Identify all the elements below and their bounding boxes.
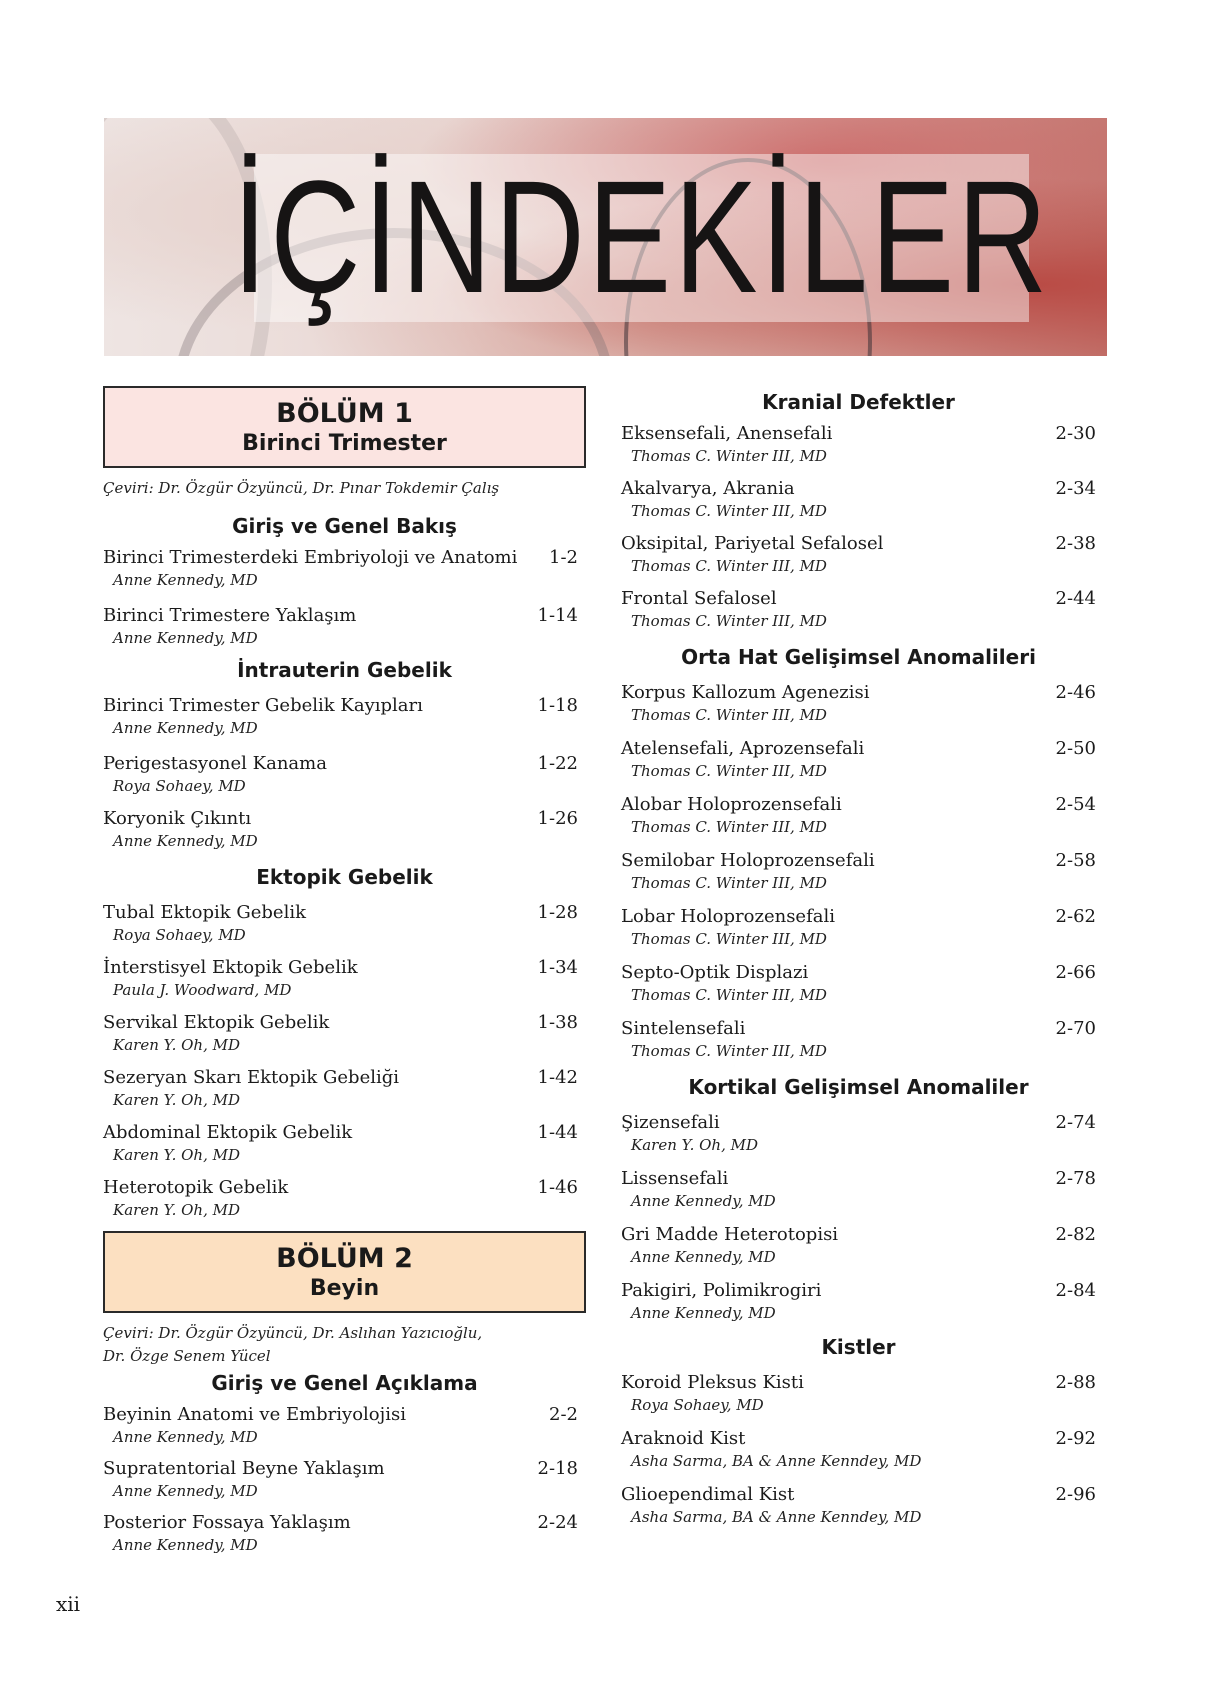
entry-author: Paula J. Woodward, MD (113, 981, 292, 999)
entry-page: 1-46 (537, 1177, 578, 1198)
entry-title[interactable]: Akalvarya, Akrania (621, 478, 795, 499)
toc-entry[interactable] (103, 1457, 586, 1501)
entry-page: 1-18 (537, 695, 578, 716)
entry-author: Karen Y. Oh, MD (113, 1091, 241, 1109)
toc-right-column (621, 386, 1096, 1527)
translators: Çeviri: Dr. Özgür Özyüncü, Dr. Pınar Tokdemir Çalış (103, 479, 500, 497)
entry-author: Anne Kennedy, MD (631, 1192, 776, 1210)
toc-entry[interactable] (103, 1403, 586, 1447)
entry-title[interactable]: Atelensefali, Aprozensefali (621, 738, 865, 759)
toc-entry[interactable] (621, 1111, 1096, 1155)
entry-title[interactable]: Araknoid Kist (621, 1428, 746, 1449)
entry-author: Anne Kennedy, MD (631, 1248, 776, 1266)
entry-title[interactable]: İnterstisyel Ektopik Gebelik (103, 957, 358, 978)
toc-entry[interactable] (621, 1371, 1096, 1415)
entry-page: 1-38 (537, 1012, 578, 1033)
entry-page: 2-84 (1055, 1280, 1096, 1301)
entry-title[interactable]: Sintelensefali (621, 1018, 746, 1039)
entry-page: 2-70 (1055, 1018, 1096, 1039)
entry-page: 1-42 (537, 1067, 578, 1088)
toc-entry[interactable] (621, 1167, 1096, 1211)
entry-title[interactable]: Birinci Trimester Gebelik Kayıpları (103, 695, 423, 716)
toc-entry[interactable] (103, 1176, 586, 1220)
entry-author: Anne Kennedy, MD (113, 1536, 258, 1554)
entry-page: 1-14 (537, 605, 578, 626)
toc-entry[interactable] (621, 793, 1096, 837)
group-heading: Kranial Defektler (762, 390, 955, 414)
toc-entry[interactable] (103, 1011, 586, 1055)
entry-page: 1-28 (537, 902, 578, 923)
entry-page: 2-92 (1055, 1428, 1096, 1449)
entry-author: Anne Kennedy, MD (631, 1304, 776, 1322)
entry-page: 2-96 (1055, 1484, 1096, 1505)
entry-author: Anne Kennedy, MD (113, 1482, 258, 1500)
entry-title[interactable]: Eksensefali, Anensefali (621, 423, 833, 444)
entry-page: 2-24 (537, 1512, 578, 1533)
entry-title[interactable]: Semilobar Holoprozensefali (621, 850, 875, 871)
entry-page: 1-26 (537, 808, 578, 829)
toc-entry[interactable] (621, 681, 1096, 725)
entry-page: 2-38 (1055, 533, 1096, 554)
entry-title[interactable]: Supratentorial Beyne Yaklaşım (103, 1458, 385, 1479)
toc-entry[interactable] (621, 849, 1096, 893)
entry-title[interactable]: Sezeryan Skarı Ektopik Gebeliği (103, 1067, 400, 1088)
entry-page: 2-78 (1055, 1168, 1096, 1189)
entry-page: 2-82 (1055, 1224, 1096, 1245)
entry-title[interactable]: Glioependimal Kist (621, 1484, 795, 1505)
toc-entry[interactable] (103, 1121, 586, 1165)
entry-title[interactable]: Perigestasyonel Kanama (103, 753, 327, 774)
toc-entry[interactable] (621, 1223, 1096, 1267)
entry-page: 1-2 (549, 547, 578, 568)
entry-author: Thomas C. Winter III, MD (631, 818, 827, 836)
entry-title[interactable]: Şizensefali (621, 1112, 720, 1133)
page-title: İÇİNDEKİLER (232, 147, 1051, 326)
entry-author: Thomas C. Winter III, MD (631, 930, 827, 948)
entry-title[interactable]: Korpus Kallozum Agenezisi (621, 682, 870, 703)
section-number: BÖLÜM 2 (276, 1243, 413, 1274)
entry-page: 2-54 (1055, 794, 1096, 815)
toc-entry[interactable] (621, 905, 1096, 949)
entry-author: Anne Kennedy, MD (113, 571, 258, 589)
entry-author: Anne Kennedy, MD (113, 832, 258, 850)
group-heading: Giriş ve Genel Bakış (232, 514, 457, 538)
entry-page: 2-46 (1055, 682, 1096, 703)
group-heading: Giriş ve Genel Açıklama (211, 1371, 478, 1395)
entry-author: Thomas C. Winter III, MD (631, 1042, 827, 1060)
entry-author: Anne Kennedy, MD (113, 719, 258, 737)
entry-title[interactable]: Alobar Holoprozensefali (621, 794, 842, 815)
entry-author: Anne Kennedy, MD (113, 629, 258, 647)
entry-author: Karen Y. Oh, MD (631, 1136, 759, 1154)
group-heading: Orta Hat Gelişimsel Anomalileri (681, 645, 1036, 669)
group-heading: Ektopik Gebelik (256, 865, 433, 889)
title-banner (104, 118, 1107, 356)
entry-author: Roya Sohaey, MD (113, 777, 246, 795)
toc-entry[interactable] (103, 694, 586, 738)
entry-author: Anne Kennedy, MD (113, 1428, 258, 1446)
group-heading: İntrauterin Gebelik (237, 658, 452, 682)
entry-title[interactable]: Abdominal Ektopik Gebelik (103, 1122, 353, 1143)
section-name: Birinci Trimester (242, 431, 447, 456)
entry-title[interactable]: Posterior Fossaya Yaklaşım (103, 1512, 351, 1533)
entry-title[interactable]: Septo-Optik Displazi (621, 962, 809, 983)
entry-title[interactable]: Koryonik Çıkıntı (103, 808, 252, 829)
toc-entry[interactable] (621, 422, 1096, 466)
toc-entry[interactable] (621, 1279, 1096, 1323)
entry-author: Roya Sohaey, MD (113, 926, 246, 944)
toc-entry[interactable] (103, 1511, 586, 1555)
toc-entry[interactable] (103, 546, 586, 590)
entry-title[interactable]: Koroid Pleksus Kisti (621, 1372, 804, 1393)
entry-author: Thomas C. Winter III, MD (631, 762, 827, 780)
section-1-header (103, 386, 586, 468)
entry-page: 2-58 (1055, 850, 1096, 871)
toc-entry[interactable] (621, 587, 1096, 631)
entry-page: 2-62 (1055, 906, 1096, 927)
entry-title[interactable]: Heterotopik Gebelik (103, 1177, 289, 1198)
entry-author: Roya Sohaey, MD (631, 1396, 764, 1414)
entry-page: 1-34 (537, 957, 578, 978)
entry-author: Karen Y. Oh, MD (113, 1146, 241, 1164)
group-heading: Kortikal Gelişimsel Anomaliler (688, 1075, 1029, 1099)
entry-page: 2-30 (1055, 423, 1096, 444)
entry-title[interactable]: Pakigiri, Polimikrogiri (621, 1280, 822, 1301)
entry-title[interactable]: Birinci Trimestere Yaklaşım (103, 605, 357, 626)
entry-page: 2-44 (1055, 588, 1096, 609)
section-name: Beyin (309, 1276, 380, 1301)
toc-entry[interactable] (621, 477, 1096, 521)
toc-entry[interactable] (621, 961, 1096, 1005)
entry-author: Thomas C. Winter III, MD (631, 557, 827, 575)
entry-page: 2-88 (1055, 1372, 1096, 1393)
toc-entry[interactable] (103, 807, 586, 851)
section-number: BÖLÜM 1 (276, 398, 413, 429)
toc-entry[interactable] (621, 737, 1096, 781)
toc-entry[interactable] (621, 532, 1096, 576)
entry-page: 2-66 (1055, 962, 1096, 983)
entry-author: Karen Y. Oh, MD (113, 1036, 241, 1054)
toc-entry[interactable] (621, 1427, 1096, 1471)
group-heading: Kistler (821, 1335, 896, 1359)
entry-title[interactable]: Lobar Holoprozensefali (621, 906, 835, 927)
entry-title[interactable]: Beyinin Anatomi ve Embriyolojisi (103, 1404, 406, 1425)
toc-entry[interactable] (621, 1483, 1096, 1527)
translators (103, 1322, 586, 1368)
translators-line: Çeviri: Dr. Özgür Özyüncü, Dr. Aslıhan Yazıcıoğlu, (103, 1324, 483, 1342)
entry-author: Thomas C. Winter III, MD (631, 447, 827, 465)
section-1 (103, 386, 586, 1220)
toc-entry[interactable] (621, 1017, 1096, 1061)
translators-line: Dr. Özge Senem Yücel (103, 1347, 271, 1365)
entry-author: Thomas C. Winter III, MD (631, 502, 827, 520)
entry-title[interactable]: Servikal Ektopik Gebelik (103, 1012, 330, 1033)
entry-author: Asha Sarma, BA & Anne Kenndey, MD (631, 1508, 922, 1526)
entry-author: Thomas C. Winter III, MD (631, 874, 827, 892)
toc-entry[interactable] (103, 901, 586, 945)
entry-page: 2-34 (1055, 478, 1096, 499)
section-2 (103, 1231, 586, 1555)
entry-author: Karen Y. Oh, MD (113, 1201, 241, 1219)
entry-author: Thomas C. Winter III, MD (631, 612, 827, 630)
entry-page: 2-2 (549, 1404, 578, 1425)
entry-title[interactable]: Tubal Ektopik Gebelik (103, 902, 306, 923)
toc-entry[interactable] (103, 1066, 586, 1110)
entry-page: 1-22 (537, 753, 578, 774)
entry-page: 1-44 (537, 1122, 578, 1143)
toc-entry[interactable] (103, 752, 586, 796)
entry-title[interactable]: Birinci Trimesterdeki Embriyoloji ve Anatomi (103, 547, 518, 568)
entry-title[interactable]: Lissensefali (621, 1168, 729, 1189)
entry-author: Thomas C. Winter III, MD (631, 706, 827, 724)
section-2-header (103, 1231, 586, 1313)
toc-entry[interactable] (103, 604, 586, 648)
entry-title[interactable]: Gri Madde Heterotopisi (621, 1224, 839, 1245)
entry-title[interactable]: Oksipital, Pariyetal Sefalosel (621, 533, 884, 554)
entry-page: 2-50 (1055, 738, 1096, 759)
entry-author: Thomas C. Winter III, MD (631, 986, 827, 1004)
entry-title[interactable]: Frontal Sefalosel (621, 588, 777, 609)
toc-entry[interactable] (103, 956, 586, 1000)
entry-author: Asha Sarma, BA & Anne Kenndey, MD (631, 1452, 922, 1470)
page-number: xii (56, 1592, 81, 1616)
entry-page: 2-18 (537, 1458, 578, 1479)
toc-left-column (103, 386, 586, 1555)
entry-page: 2-74 (1055, 1112, 1096, 1133)
